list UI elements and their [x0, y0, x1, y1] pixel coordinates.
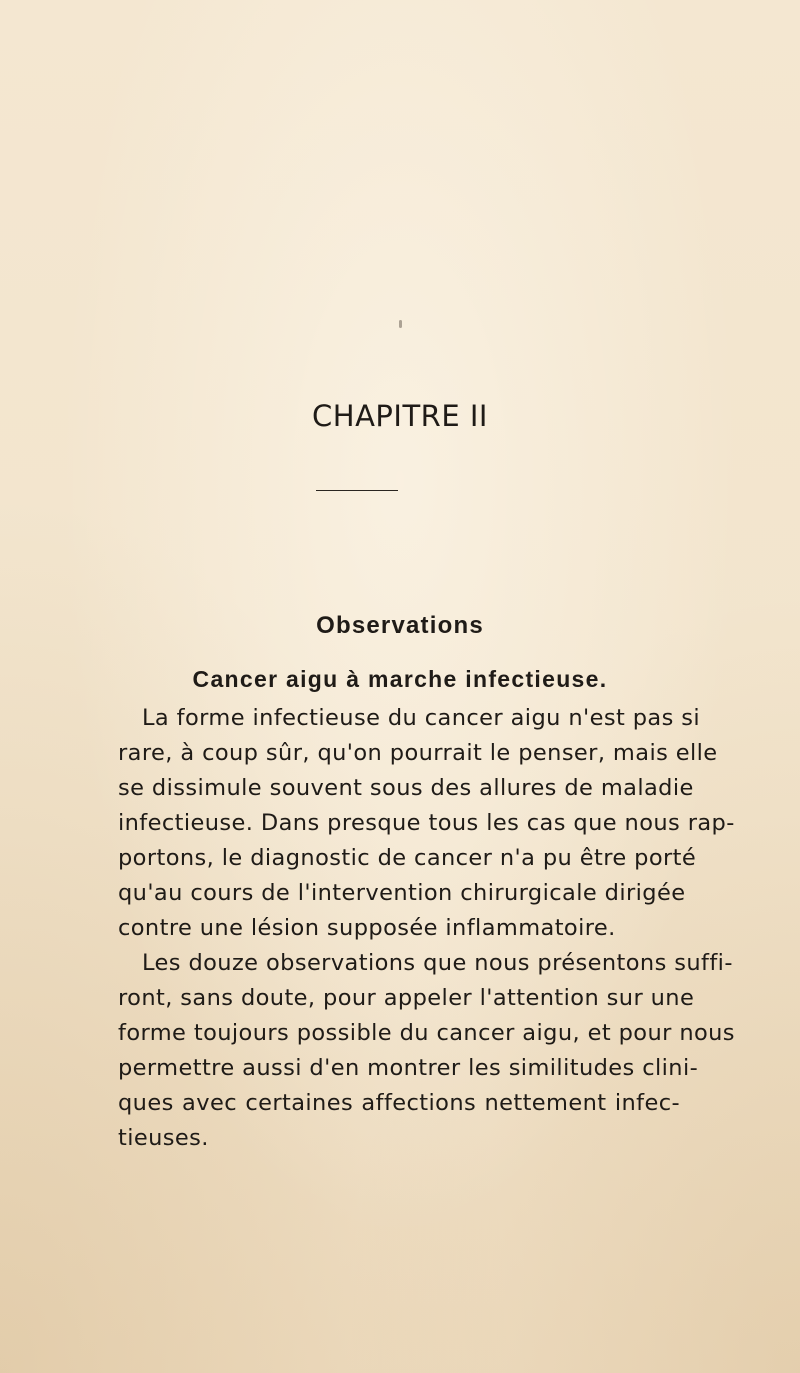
separator-rule [316, 490, 398, 491]
text-line: rare, à coup sûr, qu'on pourrait le penser, mais elle [118, 740, 718, 766]
text-line: Les douze observations que nous présentons suffi- [142, 950, 733, 976]
text-line: La forme infectieuse du cancer aigu n'est pas si [142, 705, 701, 731]
section-subtitle: Cancer aigu à marche infectieuse. [192, 666, 608, 692]
section-title: Observations [316, 611, 484, 639]
text-line: tieuses. [118, 1125, 209, 1151]
text-line: ront, sans doute, pour appeler l'attention sur une [118, 985, 695, 1011]
text-line: portons, le diagnostic de cancer n'a pu être porté [118, 845, 697, 871]
paragraph-1 [118, 701, 735, 946]
text-line: forme toujours possible du cancer aigu, et pour nous [118, 1020, 735, 1046]
paragraph-2 [118, 946, 735, 1156]
text-line: contre une lésion supposée inflammatoire. [118, 915, 616, 941]
text-line: qu'au cours de l'intervention chirurgicale dirigée [118, 880, 686, 906]
text-line: se dissimule souvent sous des allures de maladie [118, 775, 694, 801]
ink-speck [399, 320, 402, 328]
text-line: permettre aussi d'en montrer les similitudes clini- [118, 1055, 699, 1081]
text-line: ques avec certaines affections nettement infec- [118, 1090, 680, 1116]
chapter-heading: CHAPITRE II [312, 399, 488, 434]
text-line: infectieuse. Dans presque tous les cas que nous rap- [118, 810, 735, 836]
